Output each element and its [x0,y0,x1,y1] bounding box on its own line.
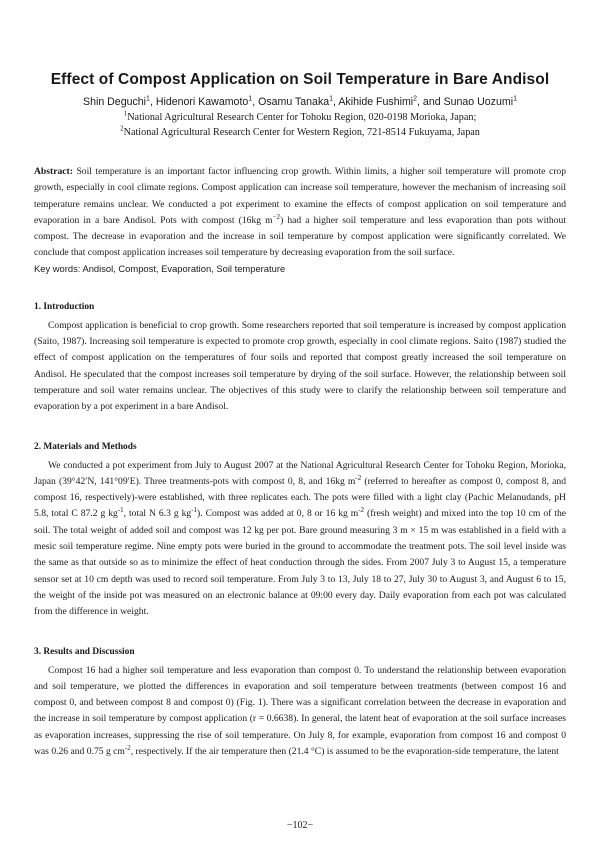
author: Sunao Uozumi$^1$ [443,95,517,108]
abstract: Abstract: Soil temperature is an important factor influencing crop growth. Within limits, a higher soil temperature will promote crop growth, especially in cool climate regions. Compost application can increase soil temperature, however the mechanism of increasing soil temperature remains unclear. We conducted a pot experiment to examine the effects of compost application on soil temperature and evaporation in a bare Andisol. Pots with compost (16kg $m^{-2}$) had a higher soil temperature and less evaporation than pots without compost. The decrease in evaporation and the increase in soil temperature by compost application were significantly correlated. We conclude that compost application increases soil temperature by decreasing evaporation from the soil surface. [34,166,566,259]
abstract-label: Abstract: [34,166,73,177]
methods-text: We conducted a pot experiment from July to August 2007 at the National Agricultural Research Center for Tohoku Region, Morioka, Japan (39°42′N, 141°09′E). Three treatments-pots with compost 0, 8, and 16kg $m^{-2}$ (referred to hereafter as compost 0, compost 8, and compost 16, respectively)-were established, with three replicates each. The pots were filled with a light clay (Pachic Melanudands, pH 5.8, total C 87.2 g $kg^{-1}$, total N 6.3 g $kg^{-1}$). Compost was added at 0, 8 or 16 kg $m^{-2}$ (fresh weight) and mixed into the top 10 cm of the soil. The total weight of added soil and compost was 12 kg per pot. Bare ground measuring 3 m × 15 m was established in a field with a mesic soil temperature regime. Nine empty pots were buried in the ground to accommodate the treatment pots. The soil level inside was the same as that outside so as to minimize the effect of heat conduction through the sides. From 2007 July 3 to August 15, a temperature sensor set at 10 cm depth was used to record soil temperature. From July 3 to 13, July 18 to 27, July 30 to August 3, and August 6 to 15, the weight of the inside pot was measured on an electronic balance at 09:00 every day. Daily evaporation from each pot was calculated from the difference in weight. [34,459,567,618]
introduction-text: Compost application is beneficial to crop growth. Some researchers reported that soil temperature is increased by compost application (Saito, 1987). Increasing soil temperature is expected to promote crop growth, especially in cool climate regions. Saito (1987) studied the effect of compost application on the temperatures of four soils and reported that compost greatly increased the soil temperature on Andisol. He speculated that the compost increases soil temperature by drying of the soil surface. However, the relationship between soil temperature and soil water remains unclear. The objectives of this study were to clarify the relationship between soil temperature and evaporation by a pot experiment in a bare Andisol. [34,319,566,413]
keywords: Key words: Andisol, Compost, Evaporation, Soil temperature [34,262,286,274]
page-number: −102− [286,820,314,831]
author: Osamu Tanaka$^1$, [258,95,339,108]
author: Shin Deguchi$^1$, [83,95,156,108]
section-heading-introduction: 1. Introduction [34,301,95,312]
section-heading-results: 3. Results and Discussion [34,646,135,657]
author-list [34,94,566,110]
author: Hidenori Kawamoto$^1$, [155,95,259,108]
paper-title: Effect of Compost Application on Soil Temperature in Bare Andisol [50,71,550,88]
author: Akihide Fushimi$^2$, and [338,95,444,108]
affiliation-1: $^1$National Agricultural Research Center for Tohoku Region, 020-0198 Morioka, Japan; [123,109,477,123]
affiliation-2: $^2$National Agricultural Research Center for Western Region, 721-8514 Fukuyama, Japan [120,124,480,138]
section-heading-methods: 2. Materials and Methods [34,441,137,452]
results-text: Compost 16 had a higher soil temperature and less evaporation than compost 0. To understand the relationship between evaporation and soil temperature, we plotted the differences in evaporation and soil temperature between treatments (between compost 16 and compost 0, and between compost 8 and compost 0) (Fig. 1). There was a significant correlation between the decrease in evaporation and the increase in soil temperature by compost application (r = 0.6638). In general, the latent heat of evaporation at the soil surface increases as evaporation increases, suppressing the rise of soil temperature. On July 8, for example, evaporation from compost 16 and compost 0 was 0.26 and 0.75 g $cm^{-2}$, respectively. If the air temperature then (21.4 °C) is assumed to be the evaporation-side temperature, the latent [34,664,566,758]
